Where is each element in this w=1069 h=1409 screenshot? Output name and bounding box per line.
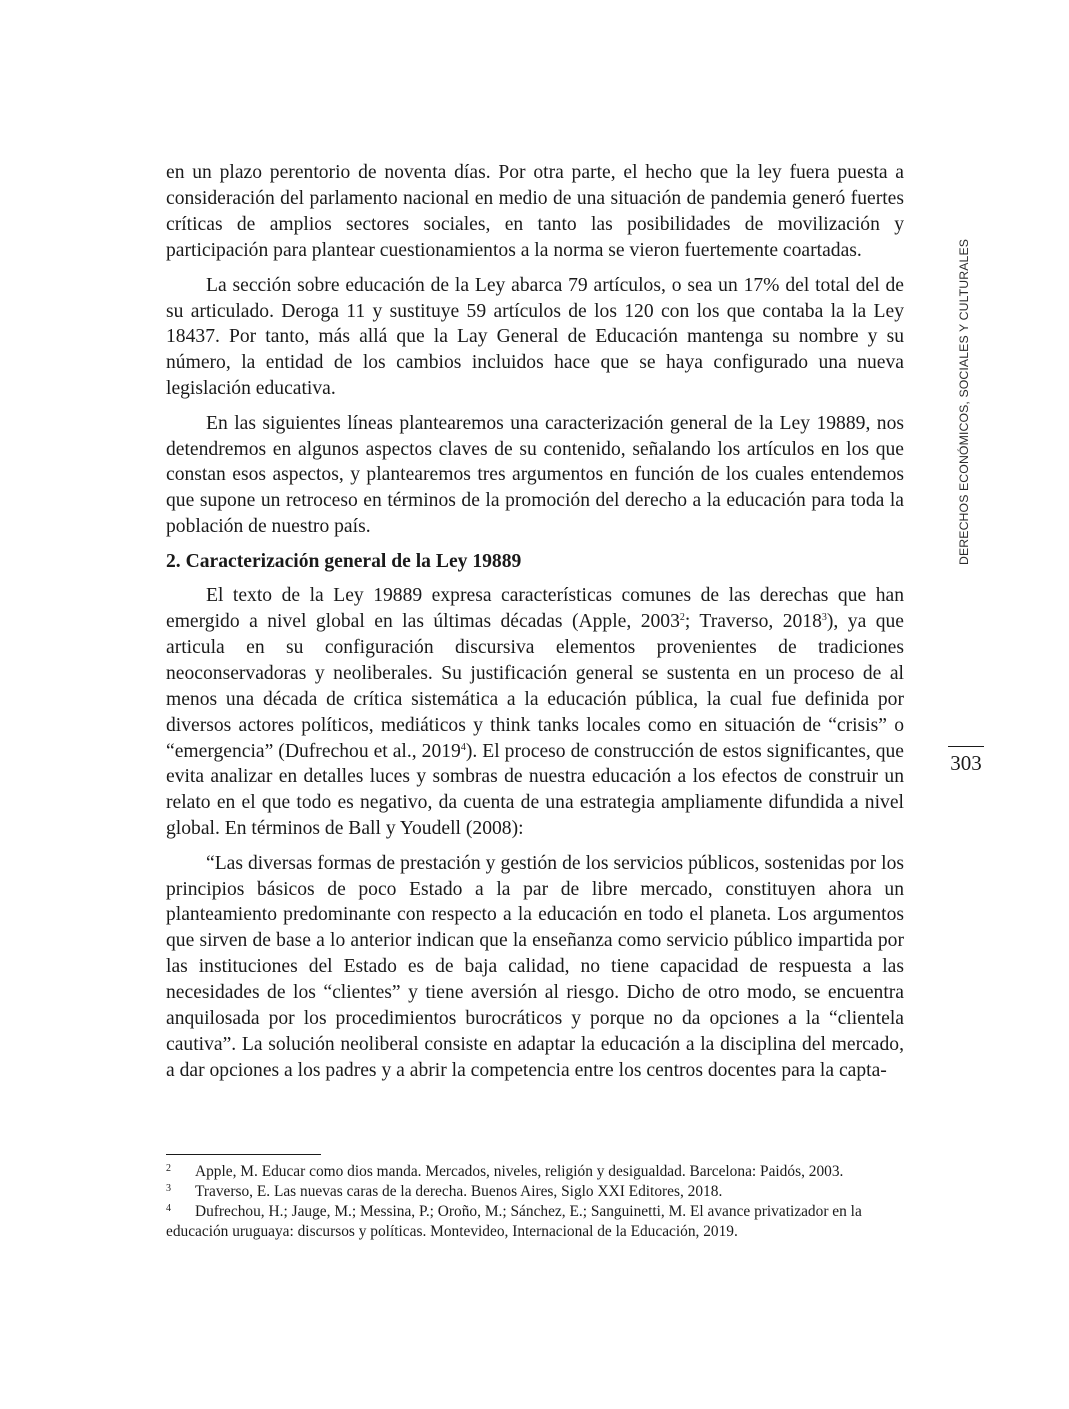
footnote-ref-4: 4 [460,741,466,753]
footnote-text: Dufrechou, H.; Jauge, M.; Messina, P.; Oroño, M.; Sánchez, E.; Sanguinetti, M. El avance privatizador en la educación uruguaya: discursos y políticas. Montevideo, Internacional de la Educación, 2019. [166,1203,862,1240]
body-text [166,160,904,1092]
footnote-ref-3: 3 [821,612,827,623]
section-label-text: DERECHOS ECONÓMICOS, SOCIALES Y CULTURALES [957,238,971,565]
section-heading: 2. Caracterización general de la Ley 19889 [166,550,522,572]
paragraph-4-part-d: ). El proceso de construcción de estos significantes, que evita analizar en detalles luces y sombras de nuestra educación a los efectos de construir un relato en el que todo es negativo, da cuenta de una estrategia ampliamente difundida a nivel global. En términos de Ball y Youdell (2008): [166,740,904,840]
paragraph-4-part-c: ), ya que articula en su configuración discursiva elementos provenientes de tradiciones neoconservadoras y neoliberales. Su justificación general se sustenta en un proceso de al menos una década de crítica sistemática a la educación pública, la cual fue definida por diversos actores políticos, mediáticos y think tanks locales como en situación de “crisis” o “emergencia” (Dufrechou et al., 2019 [166,611,904,762]
footnote-4: 4 Dufrechou, H.; Jauge, M.; Messina, P.; Oroño, M.; Sánchez, E.; Sanguinetti, M. El avance privatizador en la educación uruguaya: discursos y políticas. Montevideo, Internacional de la Educación, 2019. [166,1203,862,1240]
footnote-2: 2 Apple, M. Educar como dios manda. Mercados, niveles, religión y desigualdad. Barcelona: Paidós, 2003. [166,1163,844,1180]
page-number: 303 [950,751,982,775]
footnote-divider [166,1154,321,1155]
paragraph-4 [166,583,904,842]
running-section-label [953,238,975,565]
footnote-text: Apple, M. Educar como dios manda. Mercados, niveles, religión y desigualdad. Barcelona: Paidós, 2003. [195,1163,844,1180]
footnote-ref-2: 2 [679,612,685,623]
paragraph-2: La sección sobre educación de la Ley abarca 79 artículos, o sea un 17% del total del de su articulado. Deroga 11 y sustituye 59 artículos de los 120 con los que contaba la la Ley 18437. Por tanto, más allá que la Lay General de Educación mantenga su nombre y su número, la entidad de los cambios incluidos hace que se haya configurado una nueva legislación educativa. [166,274,904,400]
footnote-3: 3 Traverso, E. Las nuevas caras de la derecha. Buenos Aires, Siglo XXI Editores, 2018. [166,1183,723,1200]
quote-paragraph: “Las diversas formas de prestación y gestión de los servicios públicos, sostenidas por los principios básicos de poco Estado a la par de libre mercado, constituyen ahora un planteamiento predominante con respecto a la educación en todo el planeta. Los argumentos que sirven de base a lo anterior indican que la enseñanza como servicio público impartida por las instituciones del Estado es de baja calidad, no tiene capacidad de respuesta a las necesidades de los “clientes” y tiene aversión al riesgo. Dicho de otro modo, se encuentra anquilosada por los procedimientos burocráticos y porque no da opciones a la “clientela cautiva”. La solución neoliberal consiste en adaptar la educación a la disciplina del mercado, a dar opciones a los padres y a abrir la competencia entre los centros docentes para la capta- [166,852,904,1081]
page-number-rule [948,746,984,747]
paragraph-4-part-b: ; Traverso, 2018 [684,611,822,632]
paragraph-1: en un plazo perentorio de noventa días. Por otra parte, el hecho que la ley fuera puesta a consideración del parlamento nacional en medio de una situación de pandemia generó fuertes críticas de amplios sectores sociales, en tanto las posibilidades de movilización y participación para plantear cuestionamientos a la norma se vieron fuertemente coartadas. [166,162,904,261]
paragraph-4-part-a: El texto de la Ley 19889 expresa características comunes de las derechas que han emergido a nivel global en las últimas décadas (Apple, 2003 [166,585,904,632]
paragraph-3: En las siguientes líneas plantearemos una caracterización general de la Ley 19889, nos detendremos en algunos aspectos claves de su contenido, señalando los artículos en los que constan esos aspectos, y plantearemos tres argumentos en función de los cuales entendemos que supone un retroceso en términos de la promoción del derecho a la educación para toda la población de nuestro país. [166,412,904,538]
footnote-text: Traverso, E. Las nuevas caras de la derecha. Buenos Aires, Siglo XXI Editores, 2018. [195,1183,723,1200]
footnotes [166,1162,906,1242]
